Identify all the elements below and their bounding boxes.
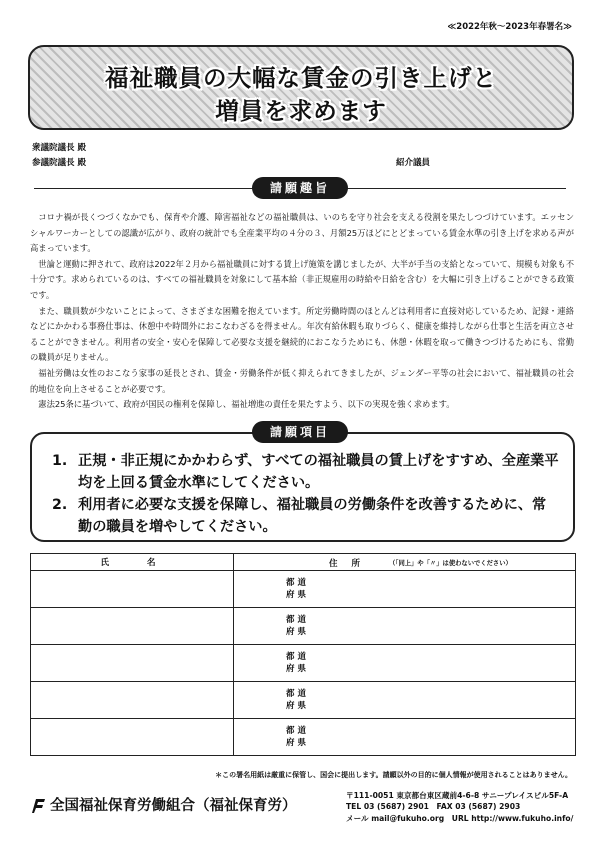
petition-item (52, 494, 559, 538)
signature-row (31, 608, 576, 645)
signature-header-row (31, 554, 576, 571)
name-cell[interactable] (31, 682, 234, 719)
signature-row (31, 682, 576, 719)
address-cell[interactable] (234, 719, 576, 756)
purpose-paragraph: 世論と運動に押されて、政府は2022年２月から福祉職員に対する賃上げ施策を講じましたが、大半が手当の支給となっていて、規模も対象も不十分です。求められているのは、すべての福祉職員を対象にして基本給（非正規雇用の時給や日給を含む）を大幅に引き上げることができる政策です。 (30, 258, 574, 300)
title-line-1: 福祉職員の大幅な賃金の引き上げと (105, 64, 497, 92)
union-logo-icon (30, 796, 46, 814)
addressee-house-reps: 衆議院議長 殿 (32, 143, 86, 153)
petition-item (52, 450, 559, 494)
contact-info (346, 790, 573, 824)
signature-table (30, 553, 576, 756)
prefecture-label: 都 道 府 県 (286, 726, 306, 748)
postal-address: 〒111-0051 東京都台東区蔵前4-6-8 サニープレイスビル5F-A (346, 791, 569, 800)
signature-row (31, 571, 576, 608)
addressee-councillors: 参議院議長 殿 (32, 158, 86, 168)
name-column-header: 氏名 (31, 554, 234, 571)
purpose-body (30, 210, 574, 413)
prefecture-label: 都 道 府 県 (286, 689, 306, 711)
prefecture-label: 都 道 府 県 (286, 578, 306, 600)
petition-item-number: 2. (52, 497, 68, 513)
introducer-label: 紹介議員 (396, 158, 431, 168)
address-cell[interactable] (234, 608, 576, 645)
organization-logo (30, 794, 297, 815)
privacy-note: ＊この署名用紙は厳重に保管し、国会に提出します。請願以外の目的に個人情報が使用されることはありません。 (215, 771, 572, 779)
petition-item-number: 1. (52, 453, 68, 469)
title-banner (28, 45, 574, 130)
purpose-paragraph: また、職員数が少ないことによって、さまざまな困難を抱えています。所定労働時間のほとんどは利用者に直接対応しているため、記録・連絡などにかかわる事務仕事は、休憩中や時間外におこなわざるを得ません。年次有給休暇も取りづらく、健康を維持しながら仕事と生活を両立させることができません。利用者の安全・安心を保障して必要な支援を継続的におこなうためにも、休憩・休暇を取って働きつづけるためにも、常勤の職員が足りません。 (30, 305, 574, 363)
signature-row (31, 719, 576, 756)
address-cell[interactable] (234, 682, 576, 719)
address-header-note: （「同上」や「〃」は使わないでください） (389, 560, 512, 567)
address-cell[interactable] (234, 645, 576, 682)
address-header-label: 住所 (329, 559, 375, 569)
petition-item-text: 正規・非正規にかかわらず、すべての福祉職員の賃上げをすすめ、全産業平均を上回る賃金水準にしてください。 (78, 453, 559, 491)
purpose-paragraph: 福祉労働は女性のおこなう家事の延長とされ、賃金・労働条件が低く抑えられてきましたが、ジェンダー平等の社会において、福祉職員の社会的地位を向上させることが必要です。 (30, 367, 574, 394)
mail-url: メール mail@fukuho.org URL http://www.fukuho.info/ (346, 813, 574, 823)
name-cell[interactable] (31, 608, 234, 645)
phone-fax: TEL 03 (5687) 2901 FAX 03 (5687) 2903 (346, 802, 521, 812)
organization-name: 全国福祉保育労働組合（福祉保育労） (50, 798, 297, 814)
name-cell[interactable] (31, 571, 234, 608)
address-cell[interactable] (234, 571, 576, 608)
petition-item-text: 利用者に必要な支援を保障し、福祉職員の労働条件を改善するために、常勤の職員を増やしてください。 (78, 497, 547, 535)
name-cell[interactable] (31, 645, 234, 682)
name-cell[interactable] (31, 719, 234, 756)
address-column-header (234, 554, 576, 571)
purpose-paragraph: コロナ禍が長くつづくなかでも、保育や介護、障害福祉などの福祉職員は、いのちを守り社会を支える役割を果たしつづけています。エッセンシャルワーカーとしての認識が広がり、政府の統計でも全産業平均の４分の３、月額25万ほどにとどまっている賃金水準の引き上げを求める声が高まっています。 (30, 212, 574, 254)
items-section-header (0, 421, 600, 443)
purpose-heading: 請願趣旨 (252, 177, 348, 199)
signature-period: ≪2022年秋〜2023年春署名≫ (447, 22, 572, 32)
petition-items-box (30, 432, 575, 542)
items-heading: 請願項目 (252, 421, 348, 443)
purpose-section-header (0, 177, 600, 199)
signature-row (31, 645, 576, 682)
purpose-paragraph: 憲法25条に基づいて、政府が国民の権利を保障し、福祉増進の責任を果たすよう、以下の実現を強く求めます。 (38, 399, 455, 410)
title-line-2: 増員を求めます (215, 97, 387, 125)
prefecture-label: 都 道 府 県 (286, 652, 306, 674)
prefecture-label: 都 道 府 県 (286, 615, 306, 637)
